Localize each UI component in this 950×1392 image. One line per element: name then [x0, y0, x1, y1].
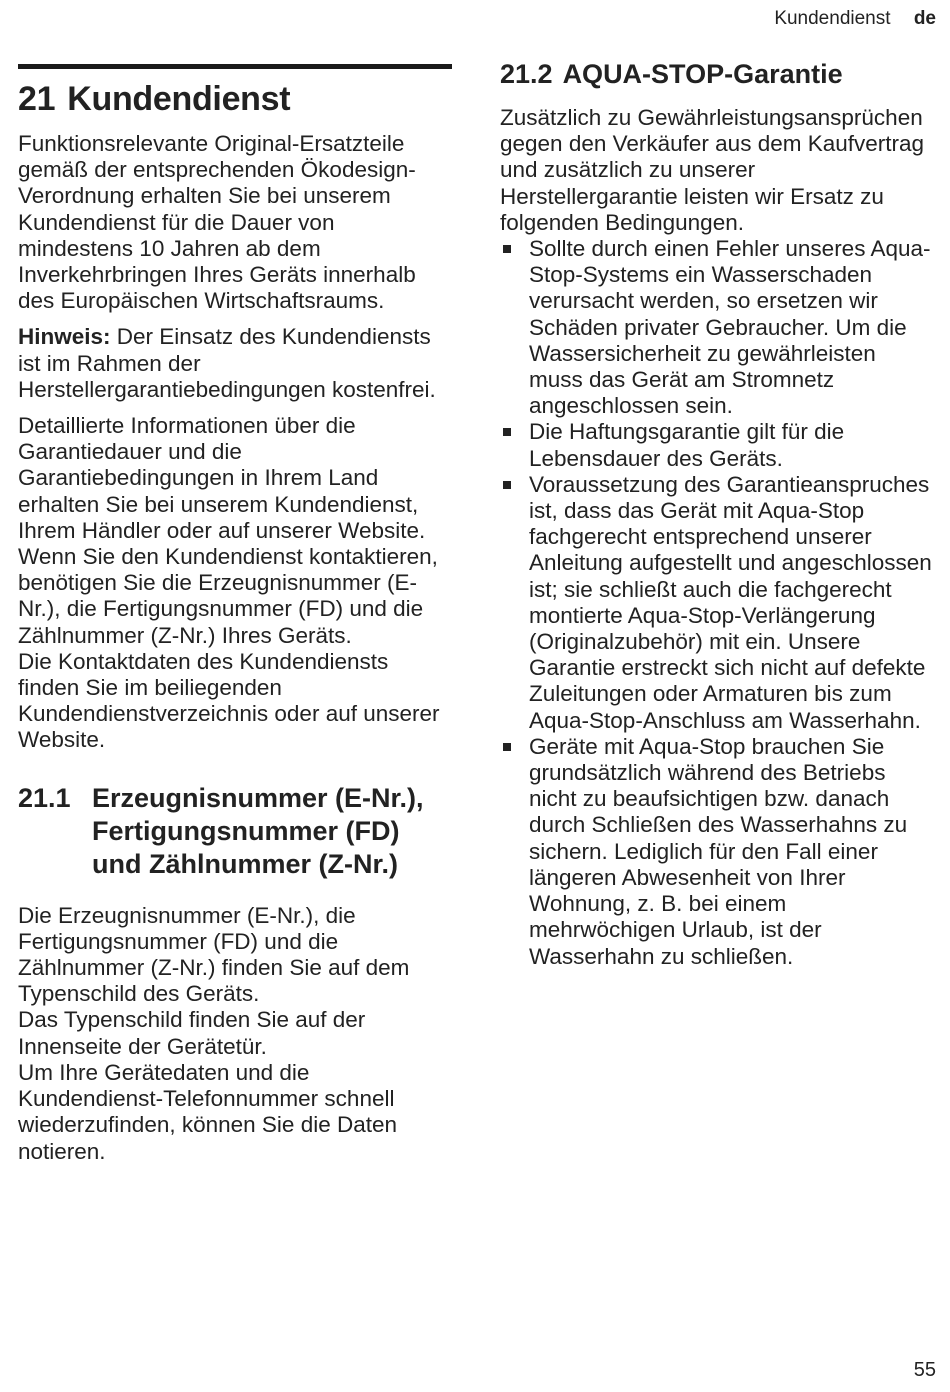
bullet-square-icon [503, 481, 511, 489]
page-header [774, 8, 936, 30]
right-column [500, 56, 934, 970]
list-item-text: Voraussetzung des Garantieanspruches ist, dass das Gerät mit Aqua-Stop fachgerecht entsprechend unserer Anleitung aufgestellt und angeschlossen ist; sie schließt auch die fachgerecht montierte Aqua-Stop-Verlängerung (Originalzubehör) mit ein. Unsere Garantie erstreckt sich nicht auf defekte Zuleitungen oder Armaturen bis zum Aqua-Stop-Anschluss am Wasserhahn. [529, 471, 932, 733]
subsection-title-21-1 [18, 782, 452, 881]
header-section-title: Kundendienst [774, 8, 891, 29]
details-paragraph-1: Detaillierte Informationen über die Garantiedauer und die Garantiebedingungen in Ihrem Land erhalten Sie bei unserem Kundendienst, Ihrem Händler oder auf unserer Website. [18, 413, 426, 543]
intro-paragraph: Funktionsrelevante Original-Ersatzteile gemäß der entsprechenden Ökodesign-Verordnung erhalten Sie bei unserem Kundendienst für die Dauer von mindestens 10 Jahren ab dem Inverkehrbringen Ihres Geräts innerhalb des Europäischen Wirtschaftsraums. [18, 131, 416, 314]
section-number: 21 [18, 80, 56, 118]
subsection-paragraph-3: Um Ihre Gerätedaten und die Kundendienst-Telefonnummer schnell wiederzufinden, können Sie die Daten notieren. [18, 1059, 398, 1164]
note-label: Hinweis: [18, 324, 111, 350]
section-title-text: Kundendienst [67, 80, 291, 118]
list-item-text: Die Haftungsgarantie gilt für die Lebensdauer des Geräts. [529, 419, 845, 471]
list-item [500, 472, 934, 734]
list-item [500, 734, 934, 970]
guarantee-conditions-list [500, 236, 934, 970]
section-rule [18, 64, 452, 69]
subsection-paragraph-1: Die Erzeugnisnummer (E-Nr.), die Fertigungsnummer (FD) und die Zählnummer (Z-Nr.) finden Sie auf dem Typenschild des Geräts. [18, 902, 410, 1007]
bullet-square-icon [503, 743, 511, 751]
aquastop-intro-paragraph: Zusätzlich zu Gewährleistungsansprüchen gegen den Verkäufer aus dem Kaufvertrag und zusätzlich zu unserer Herstellergarantie leisten wir Ersatz zu folgenden Bedingungen. [500, 105, 925, 235]
bullet-square-icon [503, 428, 511, 436]
list-item [500, 236, 934, 419]
details-paragraph-3: Die Kontaktdaten des Kundendiensts finden Sie im beiliegenden Kundendienstverzeichnis oder auf unserer Website. [18, 648, 440, 753]
page-number: 55 [913, 1359, 936, 1381]
bullet-square-icon [503, 245, 511, 253]
header-language-code: de [913, 8, 936, 29]
list-item-text: Geräte mit Aqua-Stop brauchen Sie grundsätzlich während des Betriebs nicht zu beaufsichtigen bzw. danach durch Schließen des Wasserhahns zu sichern. Lediglich für den Fall einer längeren Abwesenheit von Ihrer Wohnung, z. B. bei einem mehrwöchigen Urlaub, ist der Wasserhahn zu schließen. [529, 733, 908, 969]
list-item-text: Sollte durch einen Fehler unseres Aqua-Stop-Systems ein Wasserschaden verursacht werden, so ersetzen wir Schäden privater Gebraucher. Um die Wassersicherheit zu gewährleisten muss das Gerät am Stromnetz angeschlossen sein. [529, 236, 931, 419]
section-title [18, 79, 452, 119]
note-text: Der Einsatz des Kundendiensts ist im Rahmen der Herstellergarantiebedingungen kostenfrei. [18, 324, 436, 402]
subsection-number: 21.2 [500, 59, 553, 89]
subsection-title-text: AQUA-STOP-Garantie [562, 59, 843, 89]
list-item [500, 419, 934, 471]
details-paragraph-2: Wenn Sie den Kundendienst kontaktieren, benötigen Sie die Erzeugnisnummer (E-Nr.), die Fertigungsnummer (FD) und die Zählnummer (Z-Nr.) Ihres Geräts. [18, 544, 438, 648]
note-paragraph [18, 324, 452, 403]
subsection-paragraph-2: Das Typenschild finden Sie auf der Innenseite der Gerätetür. [18, 1007, 366, 1059]
left-column [18, 56, 452, 1165]
subsection-number: 21.1 [18, 782, 71, 813]
subsection-title-21-2 [500, 58, 934, 91]
subsection-title-text: Erzeugnisnummer (E-Nr.), Fertigungsnummer (FD) und Zählnummer (Z-Nr.) [92, 782, 424, 879]
